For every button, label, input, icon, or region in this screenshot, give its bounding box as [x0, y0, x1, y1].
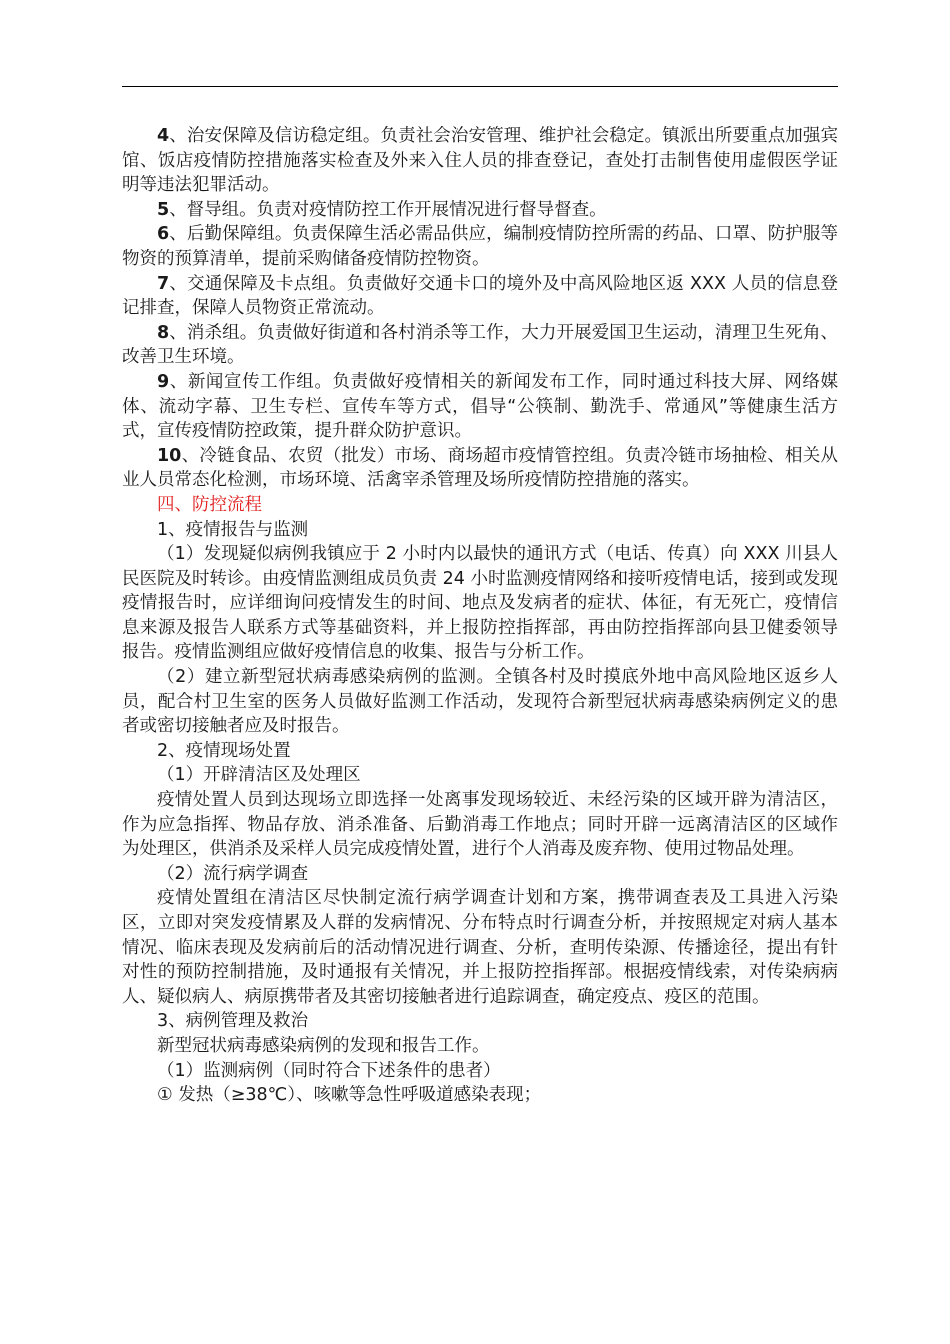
- group-number: 4: [157, 126, 170, 146]
- paragraph: 新型冠状病毒感染病例的发现和报告工作。: [157, 1035, 490, 1056]
- group-number: 10: [157, 445, 182, 466]
- section-heading: 四、防控流程: [157, 494, 262, 515]
- paragraph: （1）发现疑似病例我镇应于 2 小时内以最快的通讯方式（电话、传真）向 XXX 川县人民医院及时转诊。由疫情监测组成员负责 24 小时监测疫情网络和接听疫情电话，接到或发现疫情报告时，应详细询问疫情发生的时间、地点及发病者的症状、体征，有无死亡，疫情信息来源及报告人联系方式等基础资料，并上报防控指挥部，再由防控指挥部向县卫健委领导报告。疫情监测组应做好疫情信息的收集、报告与分析工作。: [122, 544, 838, 663]
- group-item-4: [122, 124, 838, 198]
- document-body: [122, 124, 838, 1108]
- group-text: 、后勤保障组。负责保障生活必需品供应，编制疫情防控所需的药品、口罩、防护服等物资的预算清单，提前采购储备疫情防控物资。: [122, 224, 838, 269]
- group-item-10: [122, 444, 838, 493]
- group-number: 8: [157, 322, 170, 343]
- subheading-epidemiology: （2）流行病学调查: [157, 863, 309, 884]
- paragraph: （2）建立新型冠状病毒感染病例的监测。全镇各村及时摸底外地中高风险地区返乡人员，配合村卫生室的医务人员做好监测工作活动，发现符合新型冠状病毒感染病例定义的患者或密切接触者应及时报告。: [122, 667, 838, 737]
- header-rule: [122, 86, 838, 87]
- group-number: 9: [157, 371, 170, 392]
- list-item: ① 发热（≥38℃）、咳嗽等急性呼吸道感染表现；: [157, 1085, 542, 1106]
- group-item-8: [122, 321, 838, 370]
- group-item-6: [122, 222, 838, 271]
- group-text: 、消杀组。负责做好街道和各村消杀等工作，大力开展爱国卫生运动，清理卫生死角、改善卫生环境。: [122, 322, 838, 368]
- group-text: 、督导组。负责对疫情防控工作开展情况进行督导督查。: [169, 199, 607, 220]
- group-text: 、交通保障及卡点组。负责做好交通卡口的境外及中高风险地区返 XXX 人员的信息登记排查，保障人员物资正常流动。: [122, 273, 838, 319]
- group-number: 6: [157, 224, 170, 245]
- group-text: 、治安保障及信访稳定组。负责社会治安管理、维护社会稳定。镇派出所要重点加强宾馆、饭店疫情防控措施落实检查及外来入住人员的排查登记，查处打击制售使用虚假医学证明等违法犯罪活动。: [122, 126, 838, 196]
- paragraph: 疫情处置组在清洁区尽快制定流行病学调查计划和方案，携带调查表及工具进入污染区，立即对突发疫情累及人群的发病情况、分布特点时行调查分析，并按照规定对病人基本情况、临床表现及发病前后的活动情况进行调查、分析，查明传染源、传播途径，提出有针对性的预防控制措施，及时通报有关情况，并上报防控指挥部。根据疫情线索，对传染病病人、疑似病人、病原携带者及其密切接触者进行追踪调查，确定疫点、疫区的范围。: [122, 888, 838, 1007]
- group-item-7: [122, 272, 838, 321]
- group-item-9: [122, 370, 838, 444]
- subheading-report-monitoring: 1、疫情报告与监测: [157, 519, 309, 540]
- paragraph: 疫情处置人员到达现场立即选择一处离事发现场较近、未经污染的区域开辟为清洁区，作为应急指挥、物品存放、消杀准备、后勤消毒工作地点；同时开辟一远离清洁区的区域作为处理区，供消杀及采样人员完成疫情处置，进行个人消毒及废弃物、使用过物品处理。: [122, 790, 838, 860]
- subheading-clean-zone: （1）开辟清洁区及处理区: [157, 765, 361, 786]
- group-text: 、新闻宣传工作组。负责做好疫情相关的新闻发布工作，同时通过科技大屏、网络媒体、流动字幕、卫生专栏、宣传车等方式，倡导“公筷制、勤洗手、常通风”等健康生活方式，宣传疫情防控政策，提升群众防护意识。: [122, 371, 838, 442]
- group-number: 7: [157, 273, 170, 294]
- group-item-5: [122, 198, 838, 223]
- subheading-onsite-handling: 2、疫情现场处置: [157, 740, 291, 761]
- group-number: 5: [157, 199, 170, 220]
- group-text: 、冷链食品、农贸（批发）市场、商场超市疫情管控组。负责冷链市场抽检、相关从业人员常态化检测，市场环境、活禽宰杀管理及场所疫情防控措施的落实。: [122, 445, 838, 491]
- subheading-monitoring-cases: （1）监测病例（同时符合下述条件的患者）: [157, 1060, 501, 1081]
- subheading-case-management: 3、病例管理及救治: [157, 1011, 309, 1032]
